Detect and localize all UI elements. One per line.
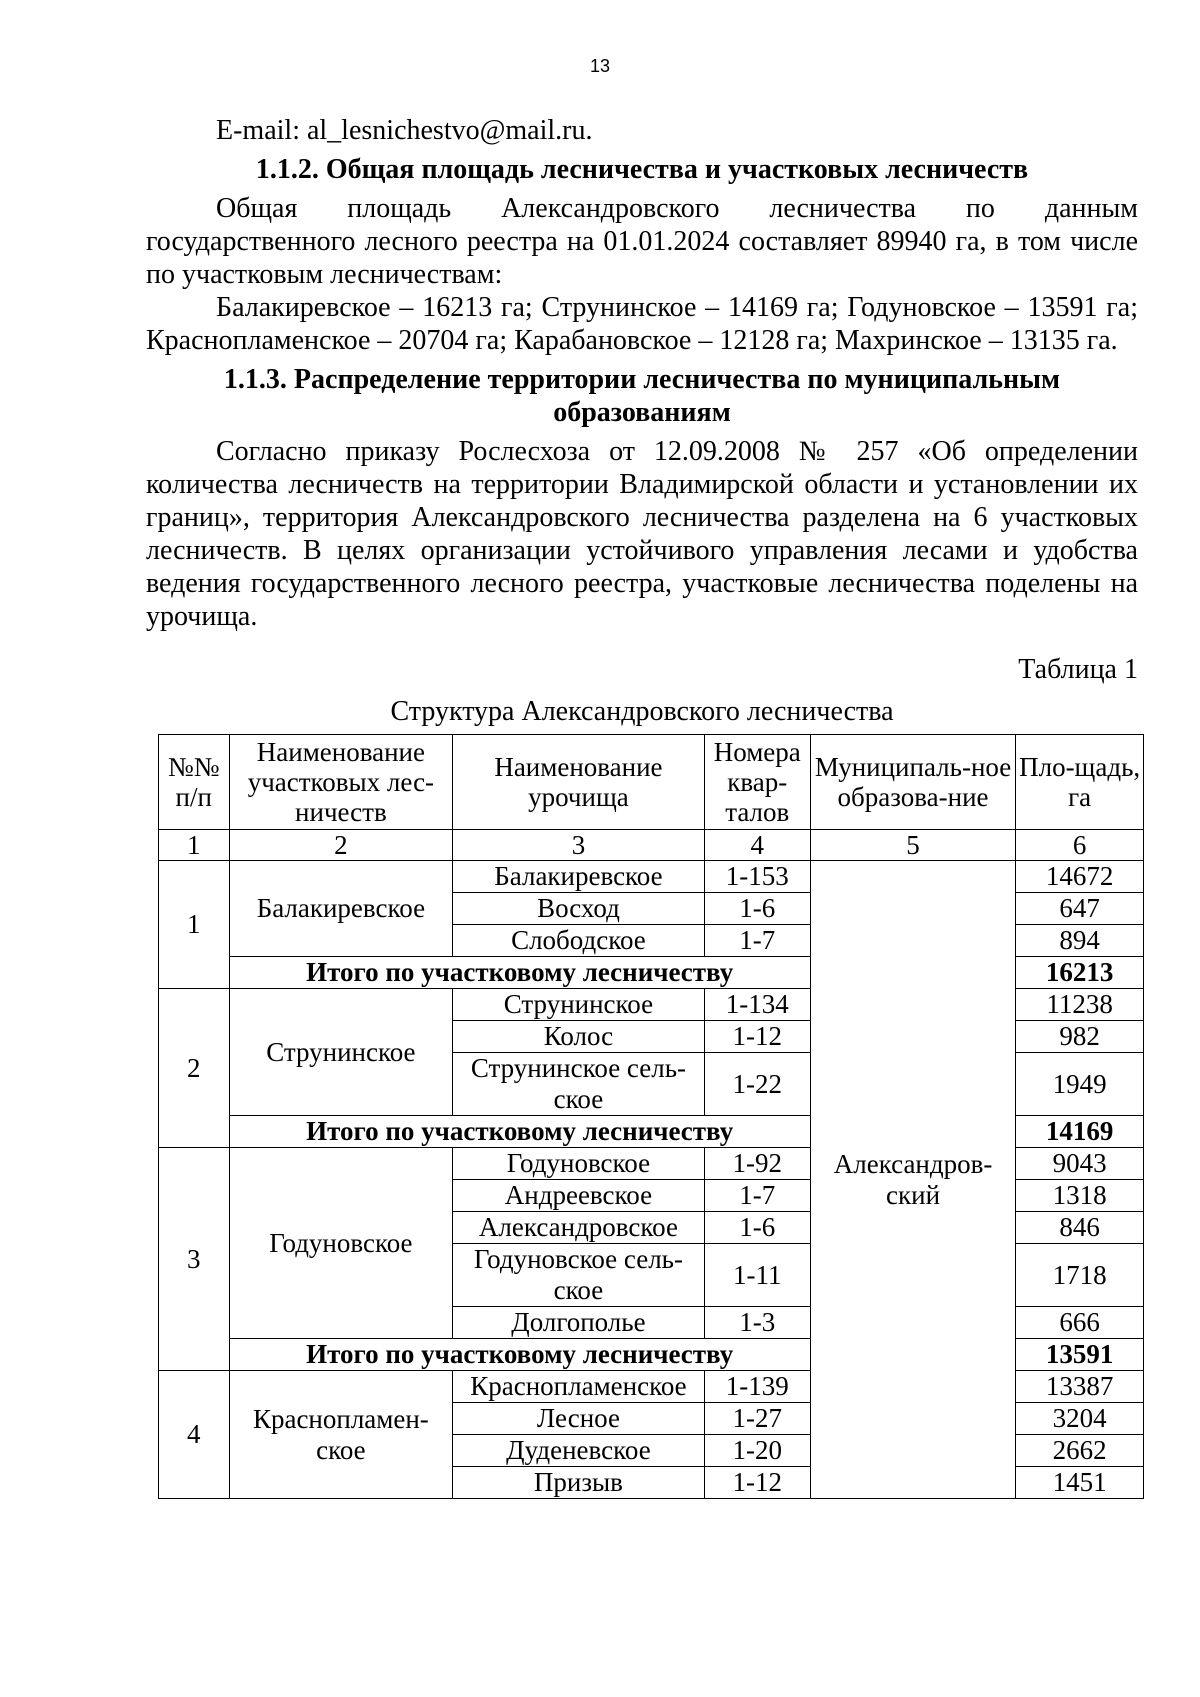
area-value: 13387 [1016, 1371, 1144, 1403]
area-value: 1451 [1016, 1467, 1144, 1499]
subtotal-value: 14169 [1016, 1116, 1144, 1148]
municipality-cell: Александров-ский [810, 861, 1015, 1499]
tract-name: Восход [453, 893, 704, 925]
section-112-paragraph-2: Балакиревское – 16213 га; Струнинское – 14169 га; Годуновское – 13591 га; Краснопламенское – 20704 га; Карабановское – 12128 га; Махринское – 13135 га. [146, 292, 1138, 356]
district-name: Балакиревское [229, 861, 453, 957]
area-value: 647 [1016, 893, 1144, 925]
quarters-range: 1-139 [704, 1371, 810, 1403]
email-line: E-mail: al_lesnichestvo@mail.ru. [216, 115, 593, 146]
quarters-range: 1-6 [704, 893, 810, 925]
forestry-structure-table [158, 734, 1144, 1499]
area-value: 1718 [1016, 1244, 1144, 1307]
tract-name: Лесное [453, 1403, 704, 1435]
table-label: Таблица 1 [1018, 654, 1138, 685]
group-number: 3 [159, 1148, 230, 1371]
quarters-range: 1-153 [704, 861, 810, 893]
column-number: 1 [159, 830, 230, 861]
quarters-range: 1-20 [704, 1435, 810, 1467]
page-number: 13 [589, 56, 611, 76]
tract-name: Колос [453, 1021, 704, 1053]
header-district: Наименование участковых лес-ничеств [229, 735, 453, 830]
quarters-range: 1-11 [704, 1244, 810, 1307]
quarters-range: 1-3 [704, 1307, 810, 1339]
section-112-paragraph-1: Общая площадь Александровского лесничества по данным государственного лесного реестра на 01.01.2024 составляет 89940 га, в том числе по участковым лесничествам: [146, 193, 1138, 290]
tract-name: Струнинское сель-ское [453, 1053, 704, 1116]
tract-name: Призыв [453, 1467, 704, 1499]
quarters-range: 1-134 [704, 989, 810, 1021]
table-caption: Структура Александровского лесничества [390, 696, 894, 727]
subtotal-value: 16213 [1016, 957, 1144, 989]
quarters-range: 1-22 [704, 1053, 810, 1116]
group-number: 1 [159, 861, 230, 989]
tract-name: Слободское [453, 925, 704, 957]
district-name: Годуновское [229, 1148, 453, 1339]
tract-name: Струнинское [453, 989, 704, 1021]
section-112-heading: 1.1.2. Общая площадь лесничества и участковых лесничеств [255, 154, 1029, 185]
quarters-range: 1-7 [704, 1180, 810, 1212]
table-header-row [159, 735, 1144, 830]
header-area: Пло-щадь, га [1016, 735, 1144, 830]
group-number: 4 [159, 1371, 230, 1499]
area-value: 3204 [1016, 1403, 1144, 1435]
quarters-range: 1-12 [704, 1467, 810, 1499]
area-value: 982 [1016, 1021, 1144, 1053]
tract-name: Дуденевское [453, 1435, 704, 1467]
column-number: 2 [229, 830, 453, 861]
area-value: 14672 [1016, 861, 1144, 893]
header-municipality: Муниципаль-ное образова-ние [810, 735, 1015, 830]
column-number-row [159, 830, 1144, 861]
tract-name: Александровское [453, 1212, 704, 1244]
quarters-range: 1-12 [704, 1021, 810, 1053]
quarters-range: 1-92 [704, 1148, 810, 1180]
tract-name: Андреевское [453, 1180, 704, 1212]
group-number: 2 [159, 989, 230, 1148]
area-value: 2662 [1016, 1435, 1144, 1467]
subtotal-value: 13591 [1016, 1339, 1144, 1371]
area-value: 894 [1016, 925, 1144, 957]
quarters-range: 1-7 [704, 925, 810, 957]
tract-name: Краснопламенское [453, 1371, 704, 1403]
tract-name: Годуновское [453, 1148, 704, 1180]
area-value: 11238 [1016, 989, 1144, 1021]
quarters-range: 1-6 [704, 1212, 810, 1244]
tract-name: Годуновское сель-ское [453, 1244, 704, 1307]
column-number: 5 [810, 830, 1015, 861]
section-113-heading: 1.1.3. Распределение территории лесничества по муниципальным образованиям [223, 364, 1061, 428]
area-value: 1318 [1016, 1180, 1144, 1212]
district-name: Струнинское [229, 989, 453, 1116]
area-value: 846 [1016, 1212, 1144, 1244]
tract-name: Балакиревское [453, 861, 704, 893]
area-value: 9043 [1016, 1148, 1144, 1180]
column-number: 4 [704, 830, 810, 861]
tract-name: Долгополье [453, 1307, 704, 1339]
page-content [146, 114, 1141, 1499]
subtotal-label: Итого по участковому лесничеству [229, 1339, 810, 1371]
column-number: 6 [1016, 830, 1144, 861]
quarters-range: 1-27 [704, 1403, 810, 1435]
area-value: 1949 [1016, 1053, 1144, 1116]
header-num: №№ п/п [159, 735, 230, 830]
table-row [159, 861, 1144, 893]
header-quarters: Номера квар-талов [704, 735, 810, 830]
area-value: 666 [1016, 1307, 1144, 1339]
section-113-paragraph: Согласно приказу Рослесхоза от 12.09.2008 № 257 «Об определении количества лесничеств на территории Владимирской области и установлении их границ», территория Александровского лесничества разделена на 6 участковых лесничеств. В целях организации устойчивого управления лесами и удобства ведения государственного лесного реестра, участковые лесничества поделены на урочища. [146, 436, 1138, 632]
column-number: 3 [453, 830, 704, 861]
subtotal-label: Итого по участковому лесничеству [229, 1116, 810, 1148]
district-name: Краснопламен-ское [229, 1371, 453, 1499]
subtotal-label: Итого по участковому лесничеству [229, 957, 810, 989]
header-tract: Наименование урочища [453, 735, 704, 830]
